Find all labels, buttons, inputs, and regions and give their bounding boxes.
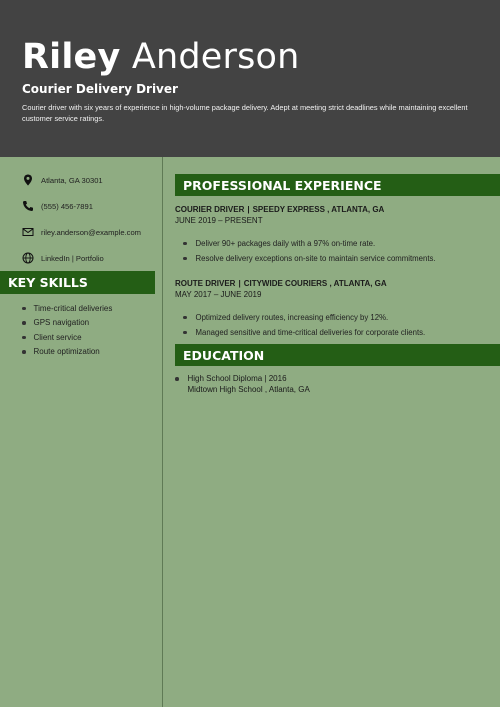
education-entry [175, 373, 500, 395]
bullet-dot [175, 377, 179, 381]
email-icon [22, 226, 34, 238]
contact-phone [22, 193, 157, 219]
job-title: Courier Delivery Driver [22, 82, 178, 96]
school-line: Midtown High School , Atlanta, GA [187, 385, 310, 394]
job-heading: ROUTE DRIVER | CITYWIDE COURIERS , ATLANTA, GA [175, 279, 387, 288]
last-name: Anderson [131, 37, 300, 77]
education-heading: EDUCATION [175, 344, 500, 366]
job-title: COURIER DRIVER [175, 205, 245, 214]
list-item: Optimized delivery routes, increasing efficiency by 12%. [183, 310, 500, 325]
experience-heading: PROFESSIONAL EXPERIENCE [175, 174, 500, 196]
skills-list [22, 301, 112, 359]
job-bullets [183, 236, 500, 266]
job-title: ROUTE DRIVER [175, 279, 236, 288]
profile-summary: Courier driver with six years of experience in high-volume package delivery. Adept at meeting strict deadlines while maintaining excellent customer service ratings. [22, 103, 468, 123]
candidate-name [22, 36, 300, 78]
list-item: Resolve delivery exceptions on-site to maintain service commitments. [183, 251, 500, 266]
contact-info [22, 167, 157, 271]
job-heading: COURIER DRIVER | SPEEDY EXPRESS , ATLANTA, GA [175, 205, 385, 214]
job-bullets [183, 310, 500, 340]
resume-header [0, 0, 500, 157]
location-text: Atlanta, GA 30301 [41, 175, 103, 185]
job-company: CITYWIDE COURIERS , ATLANTA, GA [243, 279, 387, 288]
contact-email [22, 219, 157, 245]
contact-links [22, 245, 157, 271]
job-company: SPEEDY EXPRESS , ATLANTA, GA [252, 205, 385, 214]
job-dates: JUNE 2019 – PRESENT [175, 216, 263, 225]
phone-icon [22, 200, 34, 212]
list-item: Route optimization [22, 345, 112, 360]
list-item: Managed sensitive and time-critical deliveries for corporate clients. [183, 325, 500, 340]
list-item: Deliver 90+ packages daily with a 97% on-time rate. [183, 236, 500, 251]
list-item: Client service [22, 330, 112, 345]
degree-line: High School Diploma | 2016 [187, 374, 287, 383]
email-text[interactable]: riley.anderson@example.com [41, 227, 142, 237]
job-entry [175, 279, 500, 340]
location-pin-icon [22, 174, 34, 186]
links-text[interactable]: LinkedIn | Portfolio [41, 253, 104, 263]
key-skills-heading: KEY SKILLS [0, 271, 155, 294]
list-item: Time-critical deliveries [22, 301, 112, 316]
column-divider [162, 157, 163, 707]
first-name: Riley [22, 37, 121, 77]
job-entry [175, 205, 500, 266]
phone-text: (555) 456-7891 [41, 201, 93, 211]
globe-icon [22, 252, 34, 264]
contact-location [22, 167, 157, 193]
list-item: GPS navigation [22, 316, 112, 331]
job-dates: MAY 2017 – JUNE 2019 [175, 290, 262, 299]
